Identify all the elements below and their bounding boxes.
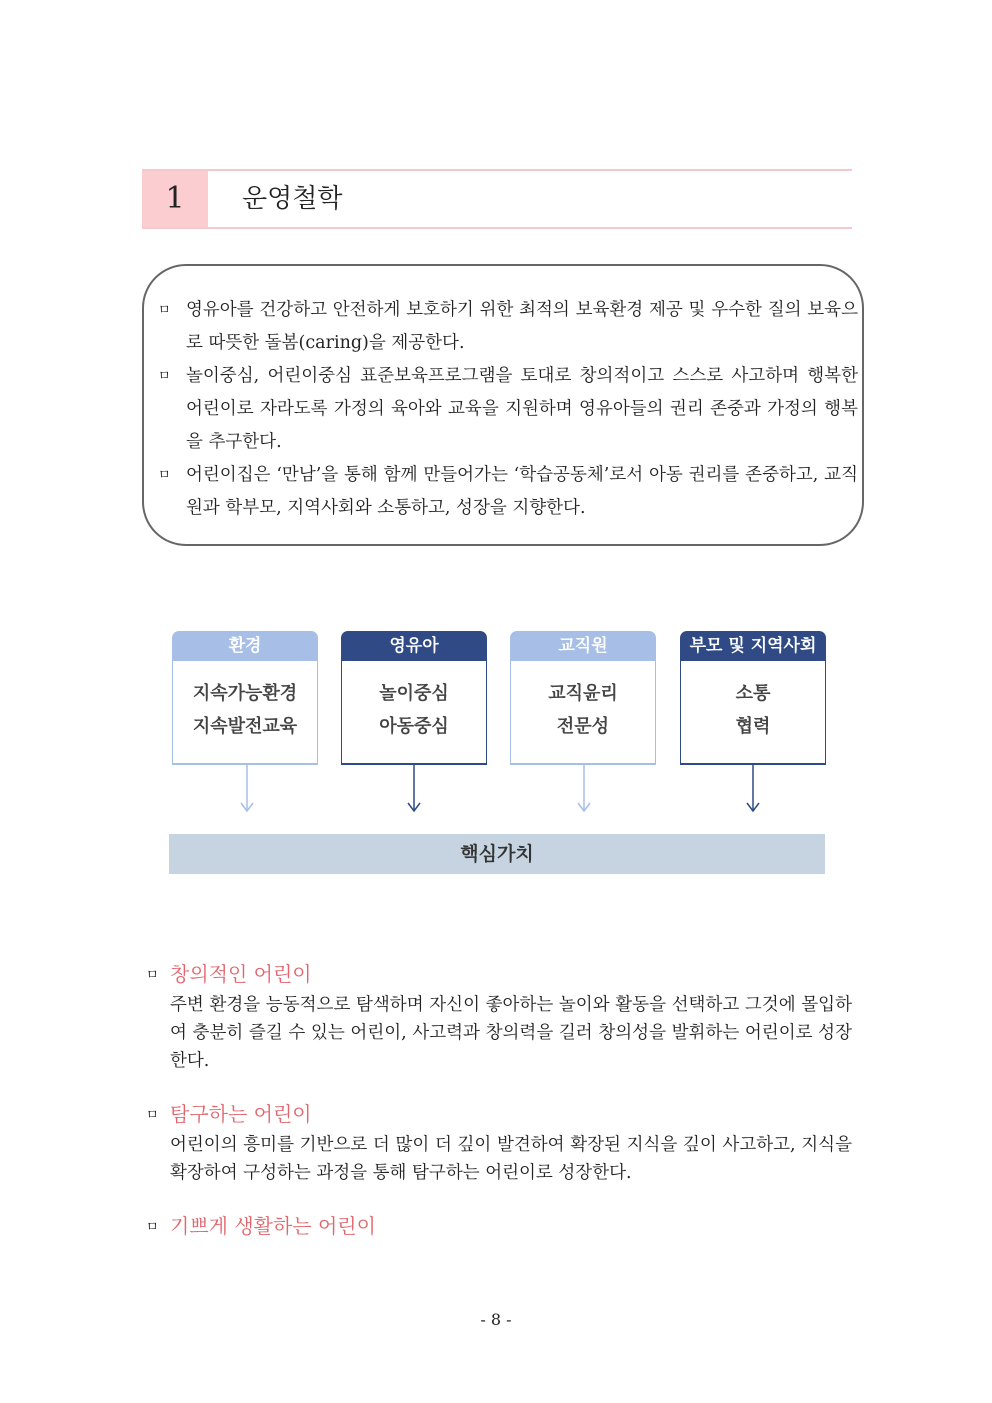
arrow-down-icon — [746, 765, 760, 813]
philosophy-text: 어린이집은 ‘만남’을 통해 함께 만들어가는 ‘학습공동체’로서 아동 권리를 존중하고, 교직원과 학부모, 지역사회와 소통하고, 성장을 지향한다. — [186, 465, 858, 518]
value-card-header: 환경 — [172, 631, 318, 661]
value-card-line: 협력 — [735, 716, 771, 737]
value-card-header: 부모 및 지역사회 — [680, 631, 826, 661]
goal-title-text: 탐구하는 어린이 — [170, 1102, 312, 1126]
value-card-parents-community — [680, 631, 826, 765]
goal-item — [146, 1211, 852, 1243]
value-card-line: 전문성 — [556, 716, 610, 737]
goal-title — [146, 959, 852, 991]
value-card-line: 지속발전교육 — [192, 716, 298, 737]
goal-item — [146, 1099, 852, 1187]
section-number: 1 — [142, 171, 208, 227]
value-card-line: 지속가능환경 — [192, 683, 298, 704]
bullet-square-icon: ㅁ — [158, 468, 171, 483]
philosophy-item — [158, 294, 858, 360]
goal-title-text: 창의적인 어린이 — [170, 962, 312, 986]
goal-description: 주변 환경을 능동적으로 탐색하며 자신이 좋아하는 놀이와 활동을 선택하고 그것에 몰입하여 충분히 즐길 수 있는 어린이, 사고력과 창의력을 길러 창의성을 발휘하는 어린이로 성장한다. — [170, 995, 852, 1071]
philosophy-item — [158, 459, 858, 525]
arrow-down-icon — [577, 765, 591, 813]
philosophy-item — [158, 360, 858, 459]
philosophy-text: 영유아를 건강하고 안전하게 보호하기 위한 최적의 보육환경 제공 및 우수한 질의 보육으로 따뜻한 돌봄(caring)을 제공한다. — [186, 300, 858, 353]
goal-item — [146, 959, 852, 1075]
value-card-line: 아동중심 — [379, 716, 449, 737]
section-header — [142, 169, 852, 229]
value-card-body — [172, 661, 318, 765]
goal-title — [146, 1211, 852, 1243]
value-card-staff — [510, 631, 656, 765]
philosophy-box — [142, 264, 864, 546]
goal-description: 어린이의 흥미를 기반으로 더 많이 더 깊이 발견하여 확장된 지식을 깊이 사고하고, 지식을 확장하여 구성하는 과정을 통해 탐구하는 어린이로 성장한다. — [170, 1135, 852, 1183]
bullet-square-icon: ㅁ — [146, 1108, 159, 1123]
value-card-body — [510, 661, 656, 765]
value-card-line: 교직윤리 — [548, 683, 618, 704]
value-card-body — [341, 661, 487, 765]
bullet-square-icon: ㅁ — [158, 369, 171, 384]
page-number: - 8 - — [480, 1310, 512, 1329]
bullet-square-icon: ㅁ — [158, 303, 171, 318]
value-card-body — [680, 661, 826, 765]
value-card-environment — [172, 631, 318, 765]
core-values-bar: 핵심가치 — [169, 834, 825, 874]
goal-title — [146, 1099, 852, 1131]
arrow-down-icon — [407, 765, 421, 813]
value-card-header: 영유아 — [341, 631, 487, 661]
goal-title-text: 기쁘게 생활하는 어린이 — [170, 1214, 376, 1238]
value-card-line: 소통 — [735, 683, 771, 704]
value-card-header: 교직원 — [510, 631, 656, 661]
section-title: 운영철학 — [242, 184, 343, 214]
bullet-square-icon: ㅁ — [146, 1220, 159, 1235]
value-card-children — [341, 631, 487, 765]
value-card-line: 놀이중심 — [379, 683, 449, 704]
philosophy-text: 놀이중심, 어린이중심 표준보육프로그램을 토대로 창의적이고 스스로 사고하며 행복한 어린이로 자라도록 가정의 육아와 교육을 지원하며 영유아들의 권리 존중과 가정의 행복을 추구한다. — [186, 366, 858, 452]
bullet-square-icon: ㅁ — [146, 968, 159, 983]
arrow-down-icon — [240, 765, 254, 813]
